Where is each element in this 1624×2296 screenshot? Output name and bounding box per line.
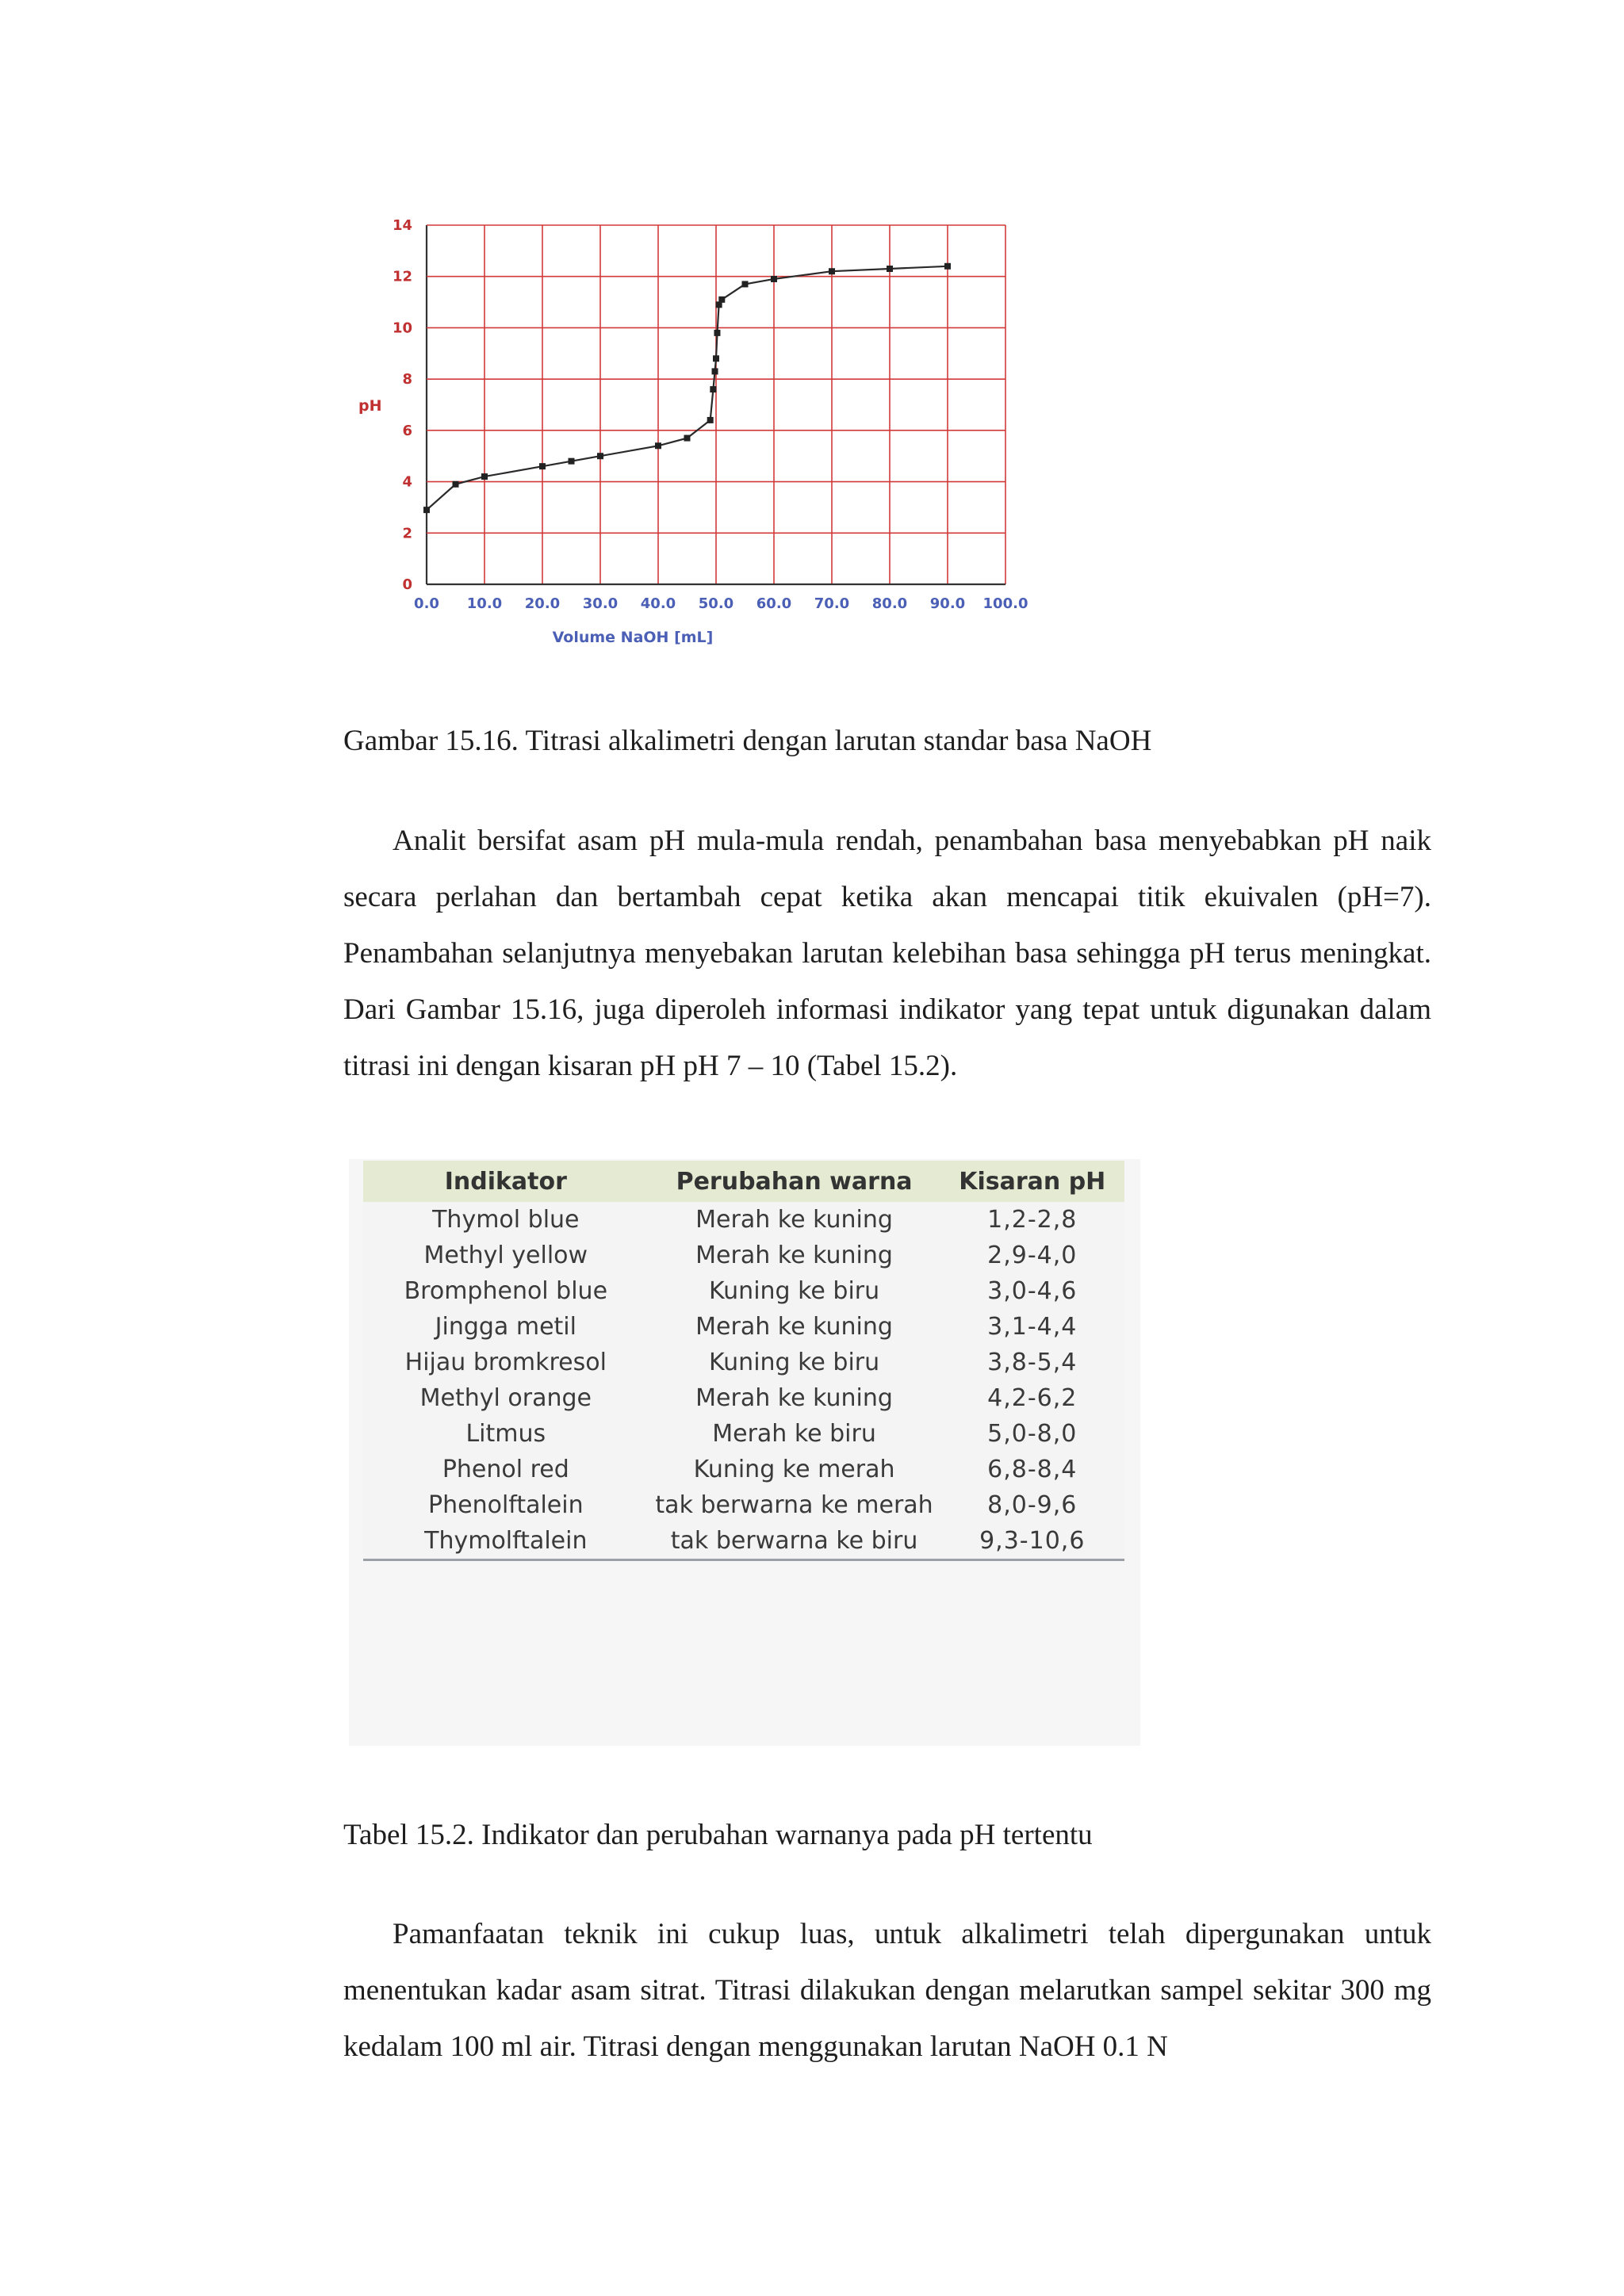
data-point	[718, 297, 725, 303]
indicator-name-cell: Litmus	[363, 1416, 649, 1452]
data-point	[887, 266, 893, 272]
ph-range-cell: 4,2-6,2	[940, 1380, 1125, 1416]
paragraph-titration-explanation: Analit bersifat asam pH mula-mula rendah, penambahan basa menyebabkan pH naik secara perlahan dan bertambah cepat ketika akan mencapai titik ekuivalen (pH=7). Penambahan selanjutnya menyebakan larutan kelebihan basa sehingga pH terus meningkat. Dari Gambar 15.16, juga diperoleh informasi indikator yang tepat untuk digunakan dalam titrasi ini dengan kisaran pH pH 7 – 10 (Tabel 15.2).	[343, 825, 1431, 1082]
data-point	[944, 263, 951, 270]
titration-chart	[341, 208, 1071, 668]
data-point	[771, 276, 777, 282]
x-tick-label: 50.0	[698, 595, 734, 612]
y-tick-label: 10	[392, 320, 412, 337]
indicator-name-cell: Thymol blue	[363, 1202, 649, 1238]
indicator-name-cell: Methyl orange	[363, 1380, 649, 1416]
data-point	[569, 458, 575, 465]
ph-range-cell: 3,1-4,4	[940, 1309, 1125, 1345]
data-point	[714, 330, 720, 336]
y-tick-label: 8	[402, 371, 412, 388]
paragraph-applications: Pamanfaatan teknik ini cukup luas, untuk alkalimetri telah dipergunakan untuk menentukan kadar asam sitrat. Titrasi dilakukan dengan melarutkan sampel sekitar 300 mg kedalam 100 ml air. Titrasi dengan menggunakan larutan NaOH 0.1 N	[343, 1918, 1431, 2063]
header-kisaran-ph: Kisaran pH	[940, 1161, 1125, 1202]
x-axis-label: Volume NaOH [mL]	[552, 629, 714, 646]
ph-range-cell: 2,9-4,0	[940, 1238, 1125, 1273]
x-tick-label: 60.0	[756, 595, 792, 612]
table-row	[363, 1523, 1124, 1560]
data-point	[481, 473, 488, 480]
color-change-cell: Merah ke kuning	[649, 1238, 940, 1273]
table-row	[363, 1309, 1124, 1345]
figure-caption: Gambar 15.16. Titrasi alkalimetri dengan larutan standar basa NaOH	[343, 725, 1152, 757]
table-caption: Tabel 15.2. Indikator dan perubahan warnanya pada pH tertentu	[343, 1819, 1093, 1851]
indicator-name-cell: Bromphenol blue	[363, 1273, 649, 1309]
ph-range-cell: 3,0-4,6	[940, 1273, 1125, 1309]
table-row	[363, 1238, 1124, 1273]
ph-range-cell: 6,8-8,4	[940, 1452, 1125, 1487]
y-tick-label: 12	[392, 268, 412, 285]
data-point	[712, 368, 718, 374]
table-row	[363, 1487, 1124, 1523]
color-change-cell: Kuning ke biru	[649, 1273, 940, 1309]
ph-range-cell: 9,3-10,6	[940, 1523, 1125, 1560]
data-point	[829, 268, 835, 274]
x-tick-label: 80.0	[871, 595, 908, 612]
data-point	[713, 355, 719, 362]
table-header-row	[363, 1161, 1124, 1202]
data-point	[655, 442, 661, 449]
x-tick-label: 0.0	[414, 595, 439, 612]
ph-range-cell: 1,2-2,8	[940, 1202, 1125, 1238]
x-tick-label: 40.0	[640, 595, 676, 612]
table-row	[363, 1452, 1124, 1487]
indicator-name-cell: Thymolftalein	[363, 1523, 649, 1560]
data-point	[710, 386, 716, 392]
x-tick-label: 90.0	[929, 595, 966, 612]
y-tick-label: 4	[402, 473, 412, 491]
data-point	[597, 453, 603, 459]
color-change-cell: Kuning ke biru	[649, 1345, 940, 1380]
data-point	[539, 463, 546, 469]
color-change-cell: Merah ke kuning	[649, 1309, 940, 1345]
y-tick-label: 14	[392, 217, 412, 234]
x-tick-label: 70.0	[814, 595, 850, 612]
color-change-cell: tak berwarna ke merah	[649, 1487, 940, 1523]
table-row	[363, 1273, 1124, 1309]
y-tick-label: 0	[402, 576, 412, 593]
y-tick-label: 6	[402, 422, 412, 439]
indicator-table	[363, 1161, 1124, 1561]
data-point	[453, 481, 459, 488]
color-change-cell: Kuning ke merah	[649, 1452, 940, 1487]
indicator-name-cell: Methyl yellow	[363, 1238, 649, 1273]
indicator-name-cell: Phenol red	[363, 1452, 649, 1487]
indicator-name-cell: Phenolftalein	[363, 1487, 649, 1523]
y-tick-label: 2	[402, 525, 412, 542]
x-tick-label: 20.0	[524, 595, 561, 612]
indicator-name-cell: Hijau bromkresol	[363, 1345, 649, 1380]
indicator-table-image	[349, 1159, 1140, 1746]
ph-range-cell: 3,8-5,4	[940, 1345, 1125, 1380]
y-axis-label: pH	[358, 397, 382, 415]
data-point	[742, 281, 749, 287]
data-point	[707, 417, 714, 423]
ph-range-cell: 8,0-9,6	[940, 1487, 1125, 1523]
table-row	[363, 1345, 1124, 1380]
ph-range-cell: 5,0-8,0	[940, 1416, 1125, 1452]
table-row	[363, 1416, 1124, 1452]
table-row	[363, 1202, 1124, 1238]
indicator-name-cell: Jingga metil	[363, 1309, 649, 1345]
header-indikator: Indikator	[363, 1161, 649, 1202]
color-change-cell: tak berwarna ke biru	[649, 1523, 940, 1560]
data-point	[423, 507, 430, 513]
x-tick-label: 10.0	[466, 595, 503, 612]
color-change-cell: Merah ke biru	[649, 1416, 940, 1452]
table-row	[363, 1380, 1124, 1416]
data-point	[684, 435, 691, 442]
x-tick-label: 100.0	[982, 595, 1028, 612]
header-perubahan-warna: Perubahan warna	[649, 1161, 940, 1202]
color-change-cell: Merah ke kuning	[649, 1380, 940, 1416]
x-tick-label: 30.0	[582, 595, 619, 612]
color-change-cell: Merah ke kuning	[649, 1202, 940, 1238]
